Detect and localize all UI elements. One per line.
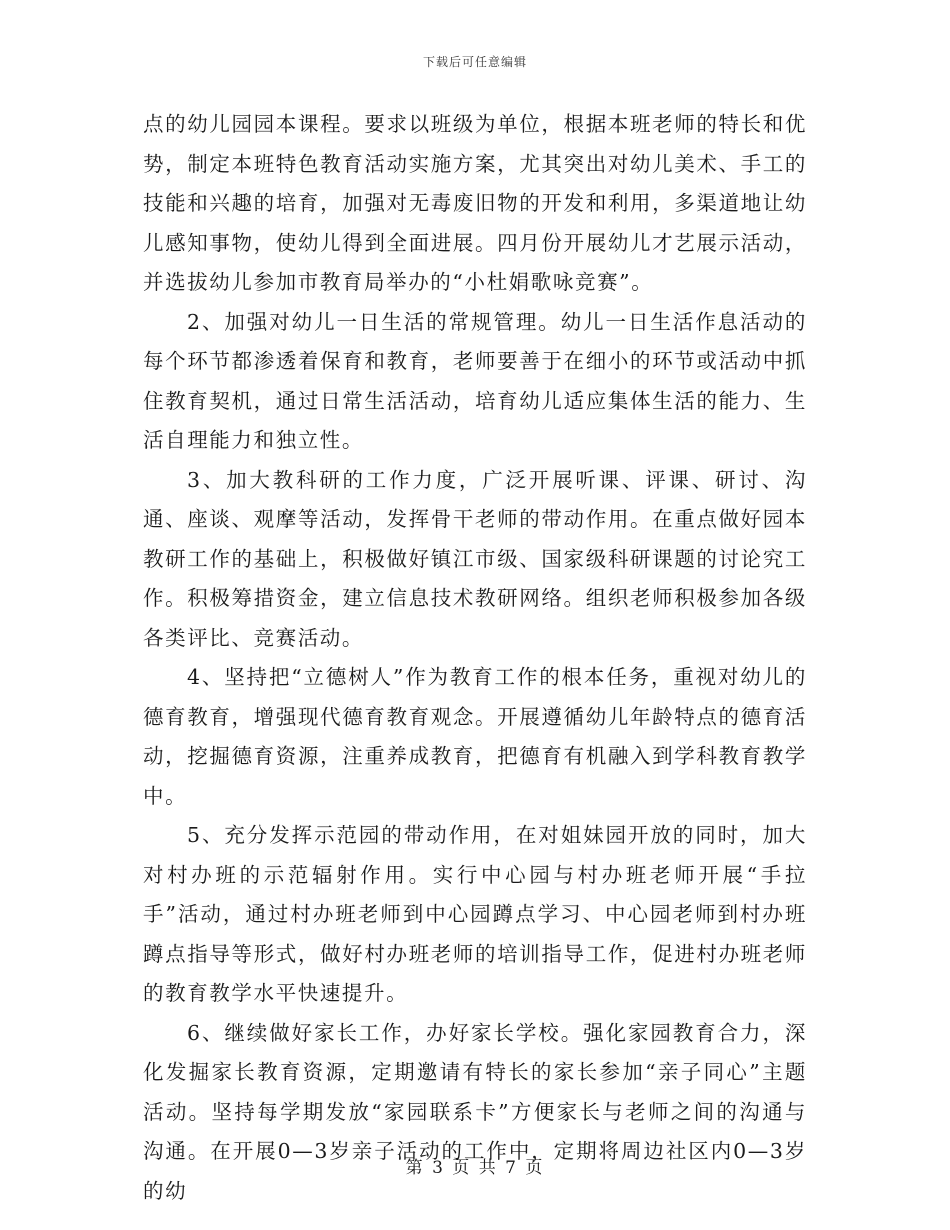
paragraph-continuation: 点的幼儿园园本课程。要求以班级为单位，根据本班老师的特长和优势，制定本班特色教育活动实施方案，尤其突出对幼儿美术、手工的技能和兴趣的培育，加强对无毒废旧物的开发和利用，多渠道地让幼儿感知事物，使幼儿得到全面进展。四月份开展幼儿才艺展示活动，并选拔幼儿参加市教育局举办的“小杜娟歌咏竞赛”。 bbox=[143, 112, 807, 294]
paragraph-item-6: 6、继续做好家长工作，办好家长学校。强化家园教育合力，深化发掘家长教育资源，定期邀请有特长的家长参加“亲子同心”主题活动。坚持每学期发放“家园联系卡”方便家长与老师之间的沟通与沟通。在开展0—3岁亲子活动的工作中，定期将周边社区内0—3岁的幼 bbox=[143, 1020, 807, 1203]
page-header: 下载后可任意编辑 bbox=[422, 55, 527, 69]
paragraph-item-3: 3、加大教科研的工作力度，广泛开展听课、评课、研讨、沟通、座谈、观摩等活动，发挥骨干老师的带动作用。在重点做好园本教研工作的基础上，积极做好镇江市级、国家级科研课题的讨论究工作。积极筹措资金，建立信息技术教研网络。组织老师积极参加各级各类评比、竞赛活动。 bbox=[143, 467, 807, 650]
paragraph-item-4: 4、坚持把“立德树人”作为教育工作的根本任务，重视对幼儿的德育教育，增强现代德育教育观念。开展遵循幼儿年龄特点的德育活动，挖掘德育资源，注重养成教育，把德育有机融入到学科教育教学中。 bbox=[143, 665, 807, 808]
document-body bbox=[143, 105, 807, 1211]
paragraph-item-5: 5、充分发挥示范园的带动作用，在对姐妹园开放的同时，加大对村办班的示范辐射作用。实行中心园与村办班老师开展“手拉手”活动，通过村办班老师到中心园蹲点学习、中心园老师到村办班蹲点指导等形式，做好村办班老师的培训指导工作，促进村办班老师的教育教学水平快速提升。 bbox=[143, 823, 807, 1005]
page-number-footer: 第 3 页 共 7 页 bbox=[405, 1158, 545, 1178]
paragraph-item-2: 2、加强对幼儿一日生活的常规管理。幼儿一日生活作息活动的每个环节都渗透着保育和教育，老师要善于在细小的环节或活动中抓住教育契机，通过日常生活活动，培育幼儿适应集体生活的能力、生活自理能力和独立性。 bbox=[143, 309, 807, 452]
